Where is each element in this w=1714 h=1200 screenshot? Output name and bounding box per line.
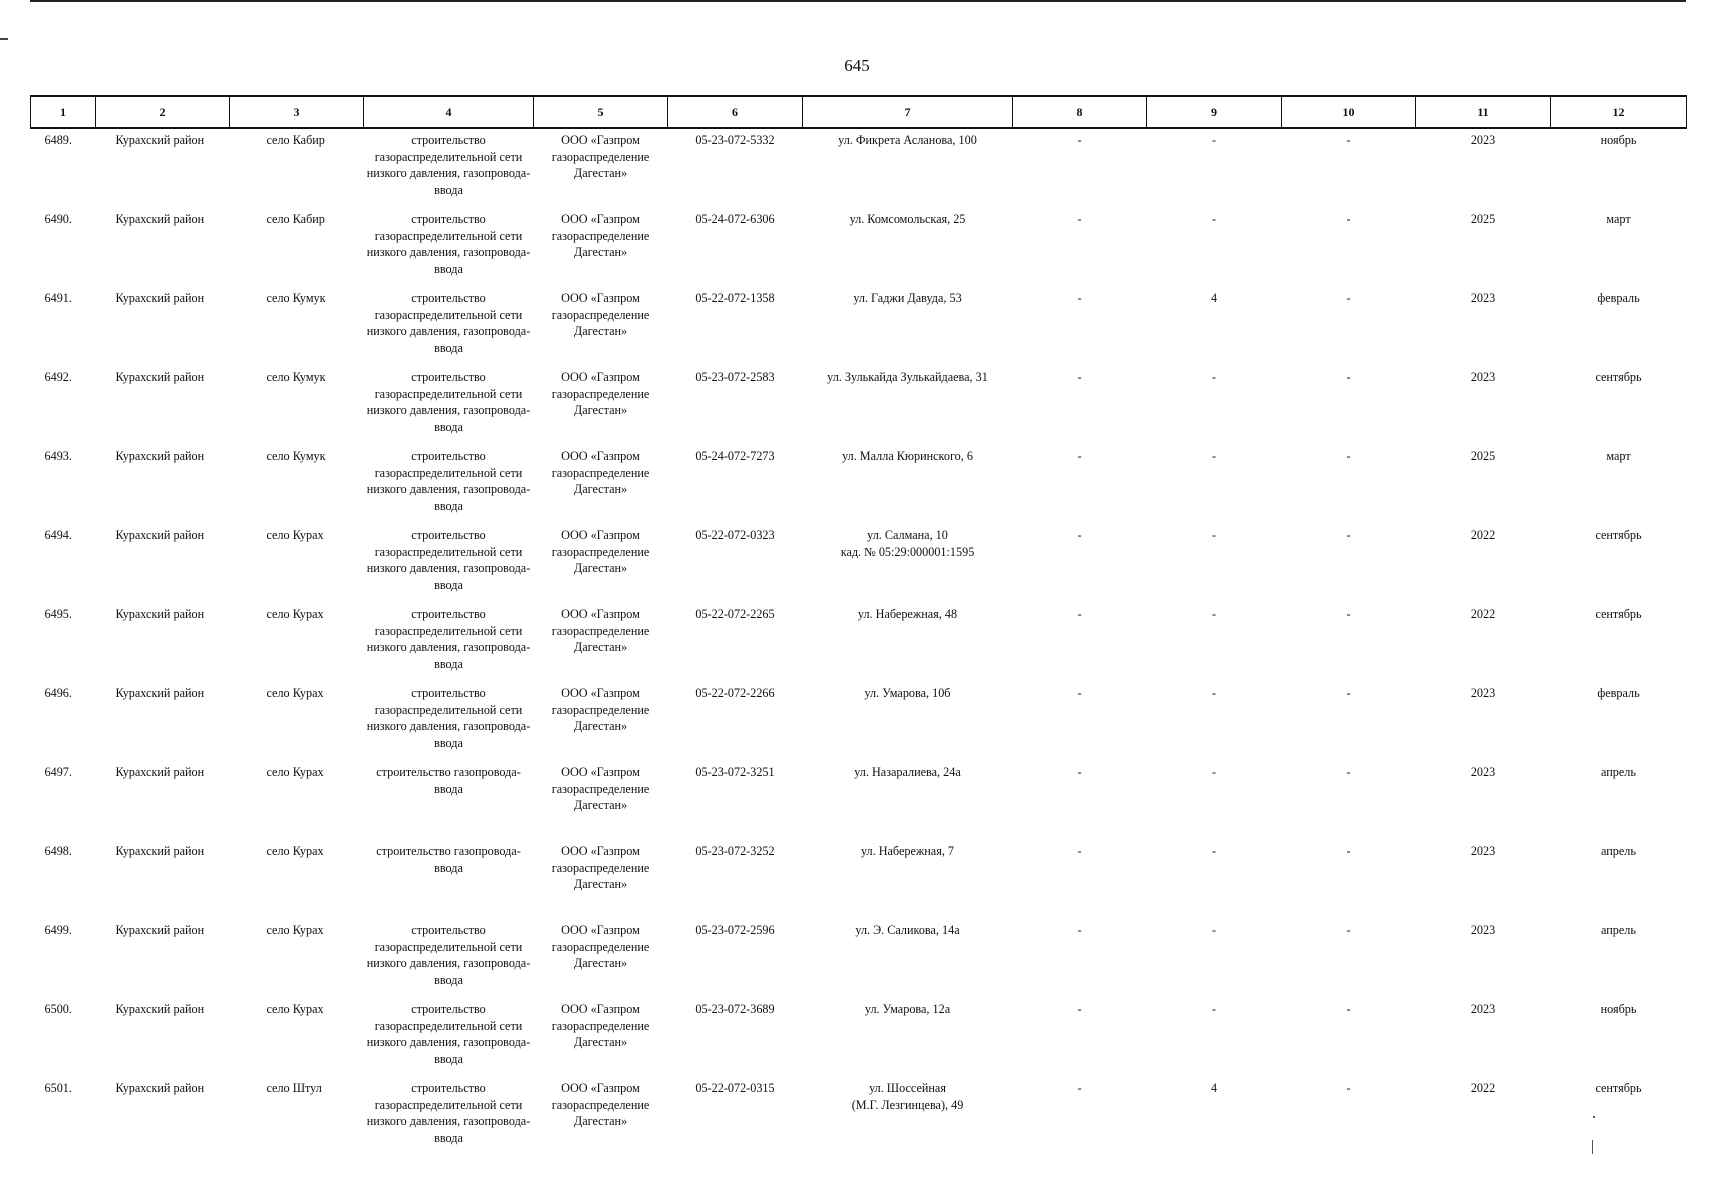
column-10-cell: - bbox=[1346, 528, 1351, 542]
district-cell: Курахский район bbox=[115, 291, 205, 305]
district-cell: Курахский район bbox=[115, 765, 205, 779]
column-10-cell: - bbox=[1346, 1002, 1351, 1016]
row-number: 6496. bbox=[44, 686, 72, 700]
village-cell: село Курах bbox=[266, 528, 324, 542]
year-cell: 2022 bbox=[1470, 1081, 1496, 1095]
address-cell: ул. Малла Кюринского, 6 bbox=[842, 449, 973, 463]
work-type-cell: строительство газораспределительной сети низкого давления, газопровода-ввода bbox=[366, 686, 531, 750]
month-cell: февраль bbox=[1597, 686, 1640, 700]
column-9-cell: - bbox=[1211, 212, 1217, 226]
column-10-cell: - bbox=[1346, 212, 1351, 226]
column-8-cell: - bbox=[1077, 212, 1082, 226]
district-cell: Курахский район bbox=[115, 923, 205, 937]
table-row bbox=[31, 837, 1687, 916]
row-number: 6498. bbox=[44, 844, 72, 858]
table-row bbox=[31, 363, 1687, 442]
address-cell: ул. Салмана, 10 кад. № 05:29:000001:1595 bbox=[840, 528, 975, 559]
column-9-cell: - bbox=[1211, 133, 1217, 147]
table-row bbox=[31, 600, 1687, 679]
table-row bbox=[31, 442, 1687, 521]
table-row bbox=[31, 128, 1687, 205]
district-cell: Курахский район bbox=[115, 686, 205, 700]
column-9-cell: - bbox=[1211, 370, 1217, 384]
address-cell: ул. Комсомольская, 25 bbox=[849, 212, 966, 226]
column-10-cell: - bbox=[1346, 370, 1351, 384]
year-cell: 2025 bbox=[1470, 212, 1496, 226]
address-cell: ул. Умарова, 12а bbox=[864, 1002, 951, 1016]
year-cell: 2023 bbox=[1470, 844, 1496, 858]
column-header: 12 bbox=[1551, 96, 1687, 128]
registration-code-cell: 05-24-072-7273 bbox=[695, 449, 775, 463]
village-cell: село Штул bbox=[266, 1081, 322, 1095]
district-cell: Курахский район bbox=[115, 844, 205, 858]
table-row bbox=[31, 916, 1687, 995]
column-8-cell: - bbox=[1077, 1081, 1082, 1095]
month-cell: сентябрь bbox=[1595, 528, 1642, 542]
month-cell: февраль bbox=[1597, 291, 1640, 305]
address-cell: ул. Шоссейная (М.Г. Лезгинцева), 49 bbox=[851, 1081, 964, 1112]
column-8-cell: - bbox=[1077, 370, 1082, 384]
district-cell: Курахский район bbox=[115, 1081, 205, 1095]
organization-cell: ООО «Газпром газораспределение Дагестан» bbox=[551, 1081, 650, 1128]
village-cell: село Курах bbox=[266, 1002, 324, 1016]
organization-cell: ООО «Газпром газораспределение Дагестан» bbox=[551, 607, 650, 654]
organization-cell: ООО «Газпром газораспределение Дагестан» bbox=[551, 686, 650, 733]
column-header: 11 bbox=[1416, 96, 1551, 128]
month-cell: ноябрь bbox=[1600, 1002, 1637, 1016]
registration-code-cell: 05-23-072-2583 bbox=[695, 370, 775, 384]
column-number-row bbox=[31, 96, 1687, 128]
work-type-cell: строительство газораспределительной сети низкого давления, газопровода-ввода bbox=[366, 212, 531, 276]
column-9-cell: - bbox=[1211, 686, 1217, 700]
column-8-cell: - bbox=[1077, 528, 1082, 542]
row-number: 6492. bbox=[44, 370, 72, 384]
month-cell: апрель bbox=[1601, 923, 1636, 937]
table-row bbox=[31, 521, 1687, 600]
column-header: 9 bbox=[1147, 96, 1282, 128]
district-cell: Курахский район bbox=[115, 528, 205, 542]
work-type-cell: строительство газораспределительной сети низкого давления, газопровода-ввода bbox=[366, 528, 531, 592]
month-cell: апрель bbox=[1601, 765, 1636, 779]
column-9-cell: - bbox=[1211, 844, 1217, 858]
village-cell: село Кумук bbox=[266, 370, 326, 384]
registration-code-cell: 05-22-072-0315 bbox=[695, 1081, 775, 1095]
column-8-cell: - bbox=[1077, 765, 1082, 779]
address-cell: ул. Гаджи Давуда, 53 bbox=[853, 291, 962, 305]
column-9-cell: - bbox=[1211, 1002, 1217, 1016]
column-9-cell: 4 bbox=[1210, 1081, 1218, 1095]
registration-code-cell: 05-24-072-6306 bbox=[695, 212, 775, 226]
column-10-cell: - bbox=[1346, 844, 1351, 858]
column-8-cell: - bbox=[1077, 607, 1082, 621]
month-cell: сентябрь bbox=[1595, 607, 1642, 621]
column-9-cell: - bbox=[1211, 923, 1217, 937]
row-number: 6494. bbox=[44, 528, 72, 542]
address-cell: ул. Э. Саликова, 14а bbox=[855, 923, 960, 937]
column-8-cell: - bbox=[1077, 686, 1082, 700]
column-8-cell: - bbox=[1077, 1002, 1082, 1016]
address-cell: ул. Набережная, 48 bbox=[857, 607, 958, 621]
address-cell: ул. Зулькайда Зулькайдаева, 31 bbox=[827, 370, 988, 384]
row-number: 6497. bbox=[44, 765, 72, 779]
year-cell: 2023 bbox=[1470, 1002, 1496, 1016]
work-type-cell: строительство газораспределительной сети низкого давления, газопровода-ввода bbox=[366, 607, 531, 671]
year-cell: 2025 bbox=[1470, 449, 1496, 463]
column-header: 8 bbox=[1013, 96, 1147, 128]
year-cell: 2022 bbox=[1470, 528, 1496, 542]
work-type-cell: строительство газопровода-ввода bbox=[376, 844, 521, 875]
month-cell: сентябрь bbox=[1595, 1081, 1642, 1095]
column-header: 3 bbox=[230, 96, 364, 128]
registration-code-cell: 05-23-072-3689 bbox=[695, 1002, 775, 1016]
district-cell: Курахский район bbox=[115, 133, 205, 147]
column-9-cell: 4 bbox=[1210, 291, 1218, 305]
work-type-cell: строительство газораспределительной сети низкого давления, газопровода-ввода bbox=[366, 923, 531, 987]
village-cell: село Курах bbox=[266, 844, 324, 858]
row-number: 6491. bbox=[44, 291, 72, 305]
village-cell: село Курах bbox=[266, 607, 324, 621]
organization-cell: ООО «Газпром газораспределение Дагестан» bbox=[551, 370, 650, 417]
year-cell: 2023 bbox=[1470, 686, 1496, 700]
work-type-cell: строительство газораспределительной сети низкого давления, газопровода-ввода bbox=[366, 291, 531, 355]
column-8-cell: - bbox=[1077, 291, 1082, 305]
organization-cell: ООО «Газпром газораспределение Дагестан» bbox=[551, 133, 650, 180]
row-number: 6495. bbox=[44, 607, 72, 621]
column-9-cell: - bbox=[1211, 449, 1217, 463]
year-cell: 2022 bbox=[1470, 607, 1496, 621]
table-row bbox=[31, 679, 1687, 758]
district-cell: Курахский район bbox=[115, 1002, 205, 1016]
organization-cell: ООО «Газпром газораспределение Дагестан» bbox=[551, 212, 650, 259]
registration-code-cell: 05-23-072-5332 bbox=[695, 133, 775, 147]
table-row bbox=[31, 995, 1687, 1074]
column-8-cell: - bbox=[1077, 449, 1082, 463]
row-number: 6489. bbox=[44, 133, 72, 147]
work-type-cell: строительство газораспределительной сети низкого давления, газопровода-ввода bbox=[366, 370, 531, 434]
register-table bbox=[30, 95, 1687, 1153]
organization-cell: ООО «Газпром газораспределение Дагестан» bbox=[551, 449, 650, 496]
column-10-cell: - bbox=[1346, 923, 1351, 937]
column-9-cell: - bbox=[1211, 528, 1217, 542]
registration-code-cell: 05-23-072-2596 bbox=[695, 923, 775, 937]
page-number: 645 bbox=[844, 56, 870, 75]
column-10-cell: - bbox=[1346, 686, 1351, 700]
year-cell: 2023 bbox=[1470, 133, 1496, 147]
village-cell: село Кабир bbox=[266, 133, 325, 147]
row-number: 6499. bbox=[44, 923, 72, 937]
month-cell: сентябрь bbox=[1595, 370, 1642, 384]
address-cell: ул. Умарова, 10б bbox=[864, 686, 951, 700]
column-10-cell: - bbox=[1346, 607, 1351, 621]
column-10-cell: - bbox=[1346, 291, 1351, 305]
registration-code-cell: 05-23-072-3251 bbox=[695, 765, 775, 779]
month-cell: апрель bbox=[1601, 844, 1636, 858]
row-number: 6490. bbox=[44, 212, 72, 226]
district-cell: Курахский район bbox=[115, 370, 205, 384]
district-cell: Курахский район bbox=[115, 212, 205, 226]
column-header: 2 bbox=[96, 96, 230, 128]
table-row bbox=[31, 284, 1687, 363]
registration-code-cell: 05-22-072-0323 bbox=[695, 528, 775, 542]
organization-cell: ООО «Газпром газораспределение Дагестан» bbox=[551, 528, 650, 575]
column-header: 5 bbox=[534, 96, 668, 128]
work-type-cell: строительство газораспределительной сети низкого давления, газопровода-ввода bbox=[366, 1081, 531, 1145]
column-header: 4 bbox=[364, 96, 534, 128]
organization-cell: ООО «Газпром газораспределение Дагестан» bbox=[551, 765, 650, 812]
district-cell: Курахский район bbox=[115, 449, 205, 463]
village-cell: село Курах bbox=[266, 765, 324, 779]
table-body bbox=[31, 128, 1687, 1153]
year-cell: 2023 bbox=[1470, 291, 1496, 305]
village-cell: село Кумук bbox=[266, 449, 326, 463]
year-cell: 2023 bbox=[1470, 370, 1496, 384]
work-type-cell: строительство газораспределительной сети низкого давления, газопровода-ввода bbox=[366, 1002, 531, 1066]
column-9-cell: - bbox=[1211, 765, 1217, 779]
village-cell: село Кабир bbox=[266, 212, 325, 226]
month-cell: март bbox=[1606, 449, 1631, 463]
village-cell: село Кумук bbox=[266, 291, 326, 305]
village-cell: село Курах bbox=[266, 923, 324, 937]
work-type-cell: строительство газопровода-ввода bbox=[376, 765, 521, 796]
column-8-cell: - bbox=[1077, 133, 1082, 147]
column-header: 10 bbox=[1282, 96, 1416, 128]
month-cell: ноябрь bbox=[1600, 133, 1637, 147]
address-cell: ул. Набережная, 7 bbox=[860, 844, 955, 858]
organization-cell: ООО «Газпром газораспределение Дагестан» bbox=[551, 291, 650, 338]
column-9-cell: - bbox=[1211, 607, 1217, 621]
work-type-cell: строительство газораспределительной сети низкого давления, газопровода-ввода bbox=[366, 133, 531, 197]
column-10-cell: - bbox=[1346, 449, 1351, 463]
registration-code-cell: 05-22-072-1358 bbox=[695, 291, 775, 305]
column-header: 7 bbox=[803, 96, 1013, 128]
village-cell: село Курах bbox=[266, 686, 324, 700]
top-rule bbox=[30, 0, 1686, 2]
column-10-cell: - bbox=[1346, 133, 1351, 147]
registration-code-cell: 05-22-072-2266 bbox=[695, 686, 775, 700]
district-cell: Курахский район bbox=[115, 607, 205, 621]
column-header: 1 bbox=[31, 96, 96, 128]
registration-code-cell: 05-23-072-3252 bbox=[695, 844, 775, 858]
scan-mark bbox=[0, 38, 8, 40]
table-row bbox=[31, 758, 1687, 837]
column-header: 6 bbox=[668, 96, 803, 128]
organization-cell: ООО «Газпром газораспределение Дагестан» bbox=[551, 1002, 650, 1049]
row-number: 6493. bbox=[44, 449, 72, 463]
organization-cell: ООО «Газпром газораспределение Дагестан» bbox=[551, 844, 650, 891]
column-8-cell: - bbox=[1077, 844, 1082, 858]
year-cell: 2023 bbox=[1470, 765, 1496, 779]
address-cell: ул. Фикрета Асланова, 100 bbox=[838, 133, 977, 147]
table-row bbox=[31, 1074, 1687, 1153]
row-number: 6500. bbox=[44, 1002, 72, 1016]
work-type-cell: строительство газораспределительной сети низкого давления, газопровода-ввода bbox=[366, 449, 531, 513]
month-cell: март bbox=[1606, 212, 1631, 226]
registration-code-cell: 05-22-072-2265 bbox=[695, 607, 775, 621]
table-row bbox=[31, 205, 1687, 284]
row-number: 6501. bbox=[44, 1081, 72, 1095]
column-8-cell: - bbox=[1077, 923, 1082, 937]
column-10-cell: - bbox=[1346, 1081, 1351, 1095]
column-10-cell: - bbox=[1346, 765, 1351, 779]
organization-cell: ООО «Газпром газораспределение Дагестан» bbox=[551, 923, 650, 970]
year-cell: 2023 bbox=[1470, 923, 1496, 937]
address-cell: ул. Назаралиева, 24а bbox=[854, 765, 961, 779]
